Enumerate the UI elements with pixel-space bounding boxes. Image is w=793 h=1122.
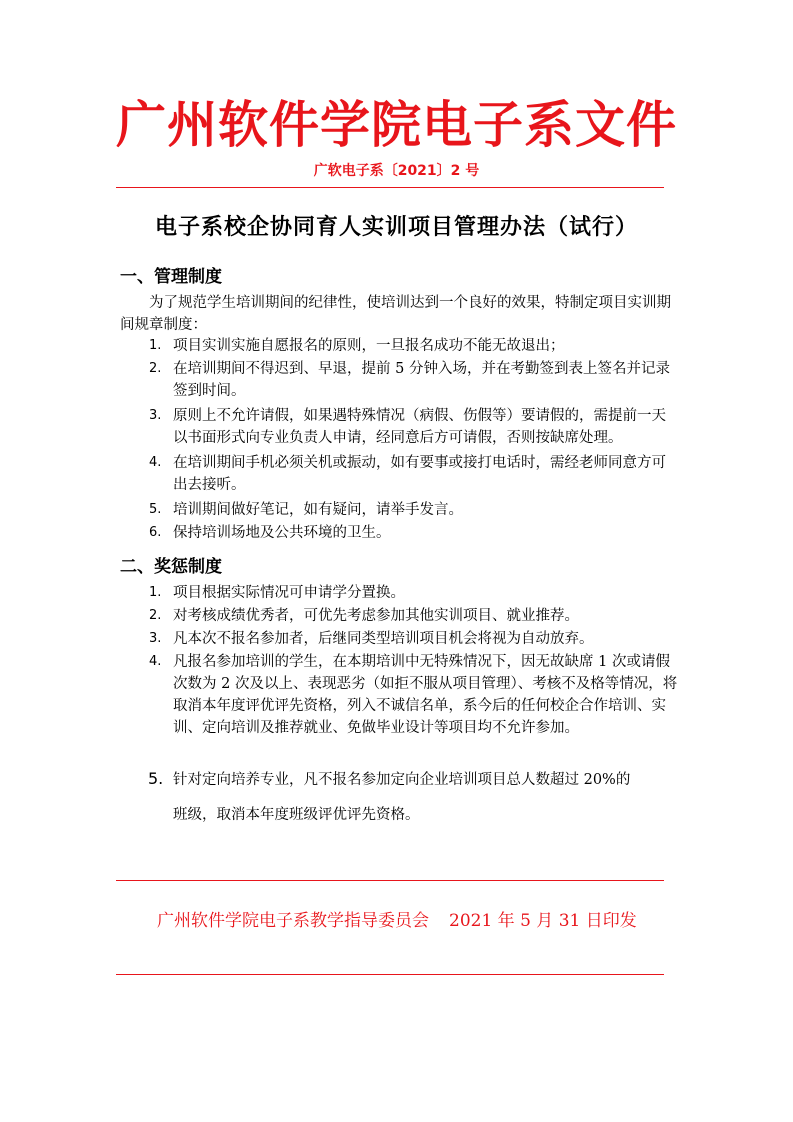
- document-header-title: 广州软件学院电子系文件: [116, 95, 677, 154]
- section-heading-management: 一、管理制度: [120, 267, 222, 287]
- item-text: 培训期间做好笔记，如有疑问，请举手发言。: [173, 502, 463, 518]
- rewards-rules-list: [120, 582, 680, 740]
- item-text: 在培训期间不得迟到、早退，提前 5 分钟入场，并在考勤签到表上签名并记录签到时间。: [173, 361, 670, 399]
- management-rules-list: [120, 335, 680, 545]
- item-text: 凡本次不报名参加者，后继同类型培训项目机会将视为自动放弃。: [173, 631, 594, 647]
- item-text-line2: 班级，取消本年度班级评优评先资格。: [173, 807, 420, 823]
- document-subtitle: 电子系校企协同育人实训项目管理办法（试行）: [154, 215, 638, 240]
- list-item: [120, 522, 680, 544]
- item-number: 4.: [149, 654, 162, 669]
- footer-issuer-line: [157, 906, 637, 931]
- item-text: 原则上不允许请假，如果遇特殊情况（病假、伤假等）要请假的，需提前一天以书面形式向专业负责人申请，经同意后方可请假，否则按缺席处理。: [173, 408, 666, 446]
- list-item: [120, 358, 680, 402]
- footer-issuer: 广州软件学院电子系教学指导委员会: [157, 911, 429, 931]
- item-number: 2.: [149, 608, 162, 623]
- list-item: [120, 452, 680, 496]
- list-item: [120, 628, 680, 650]
- item-number: 3.: [149, 631, 162, 646]
- item-number: 5.: [149, 502, 162, 517]
- item-number: 4.: [149, 455, 162, 470]
- item-number: 2.: [149, 361, 162, 376]
- item-text-line1: 针对定向培养专业，凡不报名参加定向企业培训项目总人数超过 20%的: [173, 772, 631, 788]
- item-text: 对考核成绩优秀者，可优先考虑参加其他实训项目、就业推荐。: [173, 608, 579, 624]
- document-number: 广软电子系〔2021〕2 号: [313, 163, 480, 179]
- item-text: 项目根据实际情况可申请学分置换。: [173, 585, 405, 601]
- header-divider: [116, 187, 664, 188]
- item-text: 项目实训实施自愿报名的原则，一旦报名成功不能无故退出；: [173, 338, 565, 354]
- item-text: 保持培训场地及公共环境的卫生。: [173, 525, 391, 541]
- item-number: 1.: [149, 585, 162, 600]
- item-number: 1.: [149, 338, 162, 353]
- list-item: [120, 651, 680, 739]
- section-heading-rewards: 二、奖惩制度: [120, 557, 222, 577]
- list-item: [120, 405, 680, 449]
- footer-date: 2021 年 5 月 31 日印发: [449, 911, 637, 931]
- item-text: 凡报名参加培训的学生，在本期培训中无特殊情况下，因无故缺席 1 次或请假次数为 2 次及以上、表现恶劣（如拒不服从项目管理）、考核不及格等情况，将取消本年度评优评先资格，列入不诚信名单，系今后的任何校企合作培训、实训、定向培训及推荐就业、免做毕业设计等项目均不允许参加。: [173, 654, 678, 736]
- list-item-5: [148, 760, 678, 834]
- footer-divider-bottom: [116, 974, 664, 975]
- item-text: 在培训期间手机必须关机或振动，如有要事或接打电话时，需经老师同意方可出去接听。: [173, 455, 666, 493]
- footer-divider-top: [116, 880, 664, 881]
- item-number: 6.: [149, 525, 162, 540]
- list-item: [120, 499, 680, 521]
- section-intro: 为了规范学生培训期间的纪律性，使培训达到一个良好的效果，特制定项目实训期间规章制度：: [120, 295, 671, 333]
- list-item: [120, 605, 680, 627]
- item-number: 3.: [149, 408, 162, 423]
- list-item: [120, 335, 680, 357]
- list-item: [120, 582, 680, 604]
- item-number: 5.: [148, 769, 164, 788]
